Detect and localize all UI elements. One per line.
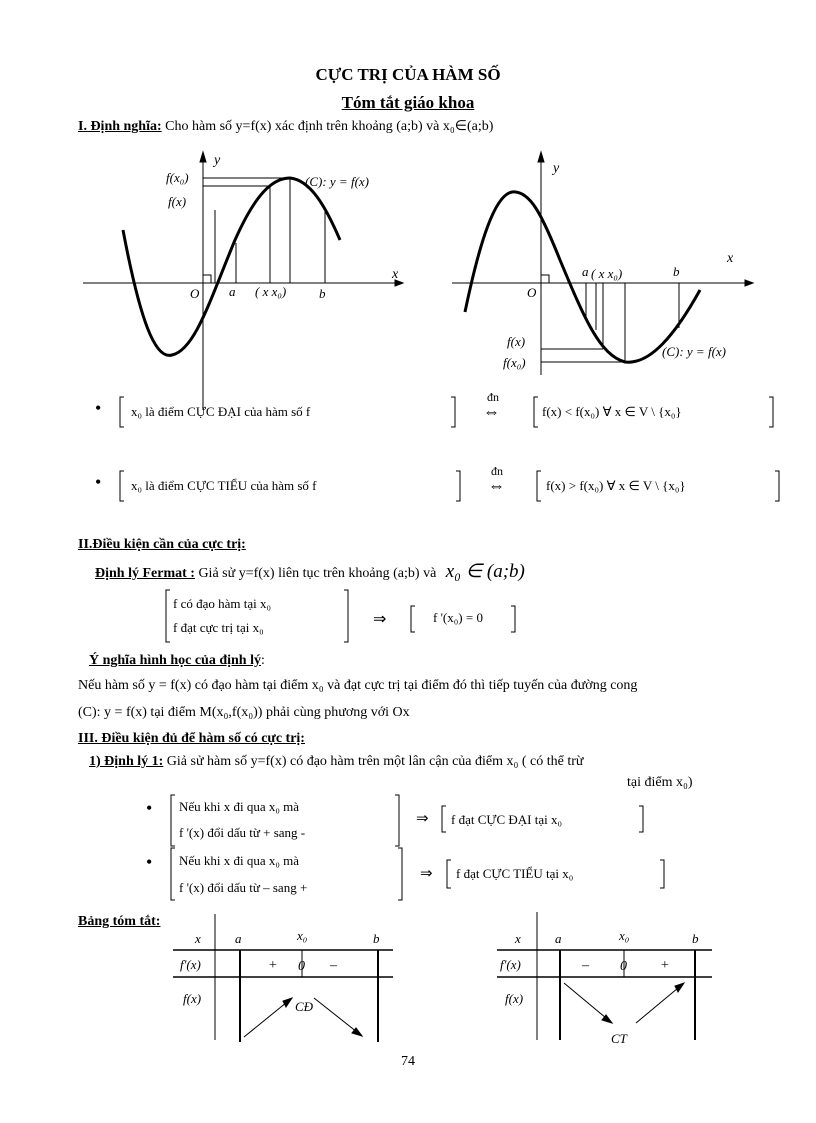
g2-origin-label: O [527,285,537,300]
meaning-paragraph-1: Nếu hàm số y = f(x) có đạo hàm tại điểm x₀ và đạt cực trị tại điểm đó thì tiếp tuyến của đường cong [78,678,638,693]
def2-op: ⇔ [488,476,505,495]
fermat-condition: x₀ ∈ (a;b) [445,561,525,582]
g2-curve-label: (C): y = f(x) [662,344,726,359]
g1-curve-label: (C): y = f(x) [305,174,369,189]
t1-fprime: f'(x) [180,957,201,972]
theorem1-text: Giả sử hàm số y=f(x) có đạo hàm trên một lân cận của điểm x₀ ( có thể trừ [166,754,584,769]
meaning-label: Ý nghĩa hình học của định lý [89,653,261,668]
summary-label: Bảng tóm tắt: [78,914,161,929]
fermat-cond2: f đạt cực trị tại x₀ [173,620,264,635]
def1-op-label: đn [487,390,499,404]
t1-sign-right: – [330,958,337,973]
g2-a-label: a [582,264,589,279]
g1-x-label: x [392,267,399,282]
t2-f: f(x) [505,991,524,1006]
t1-x: x [195,931,201,946]
t1-b: b [373,931,380,946]
case2-line-b: f '(x) đổi dấu từ – sang + [179,880,308,895]
t1-sign-left: + [268,958,278,973]
g2-fx0-label: f(x₀) [503,355,526,370]
fermat-label: Định lý Fermat : [95,566,195,581]
theorem1-label: 1) Định lý 1: [89,754,164,769]
case2-line-a: Nếu khi x đi qua x₀ mà [179,853,300,868]
meaning-colon: : [260,653,265,668]
def2-right: f(x) > f(x₀) ∀ x ∈ V \ {x₀} [546,478,686,493]
bullet-icon: • [146,852,153,872]
def1-left: x₀ là điểm CỰC ĐẠI của hàm số f [131,404,311,419]
t2-fprime: f'(x) [500,957,521,972]
t2-zero: 0 [620,959,627,974]
t2-x0: x₀ [619,928,630,943]
t2-sign-left: – [582,958,589,973]
fermat-text: Giả sử y=f(x) liên tục trên khoảng (a;b) và [198,566,437,581]
g1-a-label: a [229,284,236,299]
t2-sign-right: + [660,958,670,973]
section-1-heading: I. Định nghĩa: [78,119,162,134]
g1-fx0-label: f(x₀) [166,170,189,185]
case1-result: f đạt CỰC ĐẠI tại x₀ [451,812,563,827]
theorem1-text-continued: tại điểm x₀) [627,775,693,790]
case1-line-b: f '(x) đổi dấu từ + sang - [179,825,306,840]
bullet-icon: • [95,472,102,492]
g1-b-label: b [319,286,326,301]
g1-origin-label: O [190,286,200,301]
t1-x0: x₀ [297,928,308,943]
bullet-icon: • [95,398,102,418]
section-2-heading: II.Điều kiện cần của cực trị: [78,537,246,552]
g2-fx-label: f(x) [507,334,526,349]
section-3-heading: III. Điều kiện đủ để hàm số có cực trị: [78,731,305,746]
case1-implies: ⇒ [416,811,429,827]
case2-result: f đạt CỰC TIỂU tại x₀ [456,866,574,881]
page-number: 74 [401,1054,415,1069]
t2-b: b [692,931,699,946]
t1-a: a [235,931,242,946]
fermat-result: f '(x₀) = 0 [433,610,483,625]
case2-implies: ⇒ [420,866,433,882]
g1-fx-label: f(x) [168,194,187,209]
meaning-paragraph-2: (C): y = f(x) tại điểm M(x₀,f(x₀)) phải cùng phương với Ox [78,705,410,720]
g2-x-label: x [727,251,734,266]
g2-b-label: b [673,264,680,279]
def2-op-label: đn [491,464,503,478]
t2-x: x [515,931,521,946]
fermat-implies: ⇒ [373,611,387,628]
t2-extremum: CT [611,1031,627,1046]
t1-f: f(x) [183,991,202,1006]
def1-op: ⇔ [483,402,500,421]
def1-right: f(x) < f(x₀) ∀ x ∈ V \ {x₀} [542,404,682,419]
g1-interval-label: ( x x₀) [255,284,287,299]
t1-zero: 0 [298,959,305,974]
page-title: CỰC TRỊ CỦA HÀM SỐ [315,65,501,84]
g2-interval-label: ( x x₀) [591,266,623,281]
t2-a: a [555,931,562,946]
t1-extremum: CĐ [295,999,314,1014]
bullet-icon: • [146,798,153,818]
def2-left: x₀ là điểm CỰC TIỂU của hàm số f [131,478,317,493]
section-1-text: Cho hàm số y=f(x) xác định trên khoảng (a;b) và x₀∈(a;b) [165,119,494,134]
g1-y-label: y [214,153,221,168]
fermat-cond1: f có đạo hàm tại x₀ [173,596,272,611]
case1-line-a: Nếu khi x đi qua x₀ mà [179,799,300,814]
g2-y-label: y [553,161,560,176]
page-subtitle: Tóm tắt giáo khoa [341,93,475,112]
